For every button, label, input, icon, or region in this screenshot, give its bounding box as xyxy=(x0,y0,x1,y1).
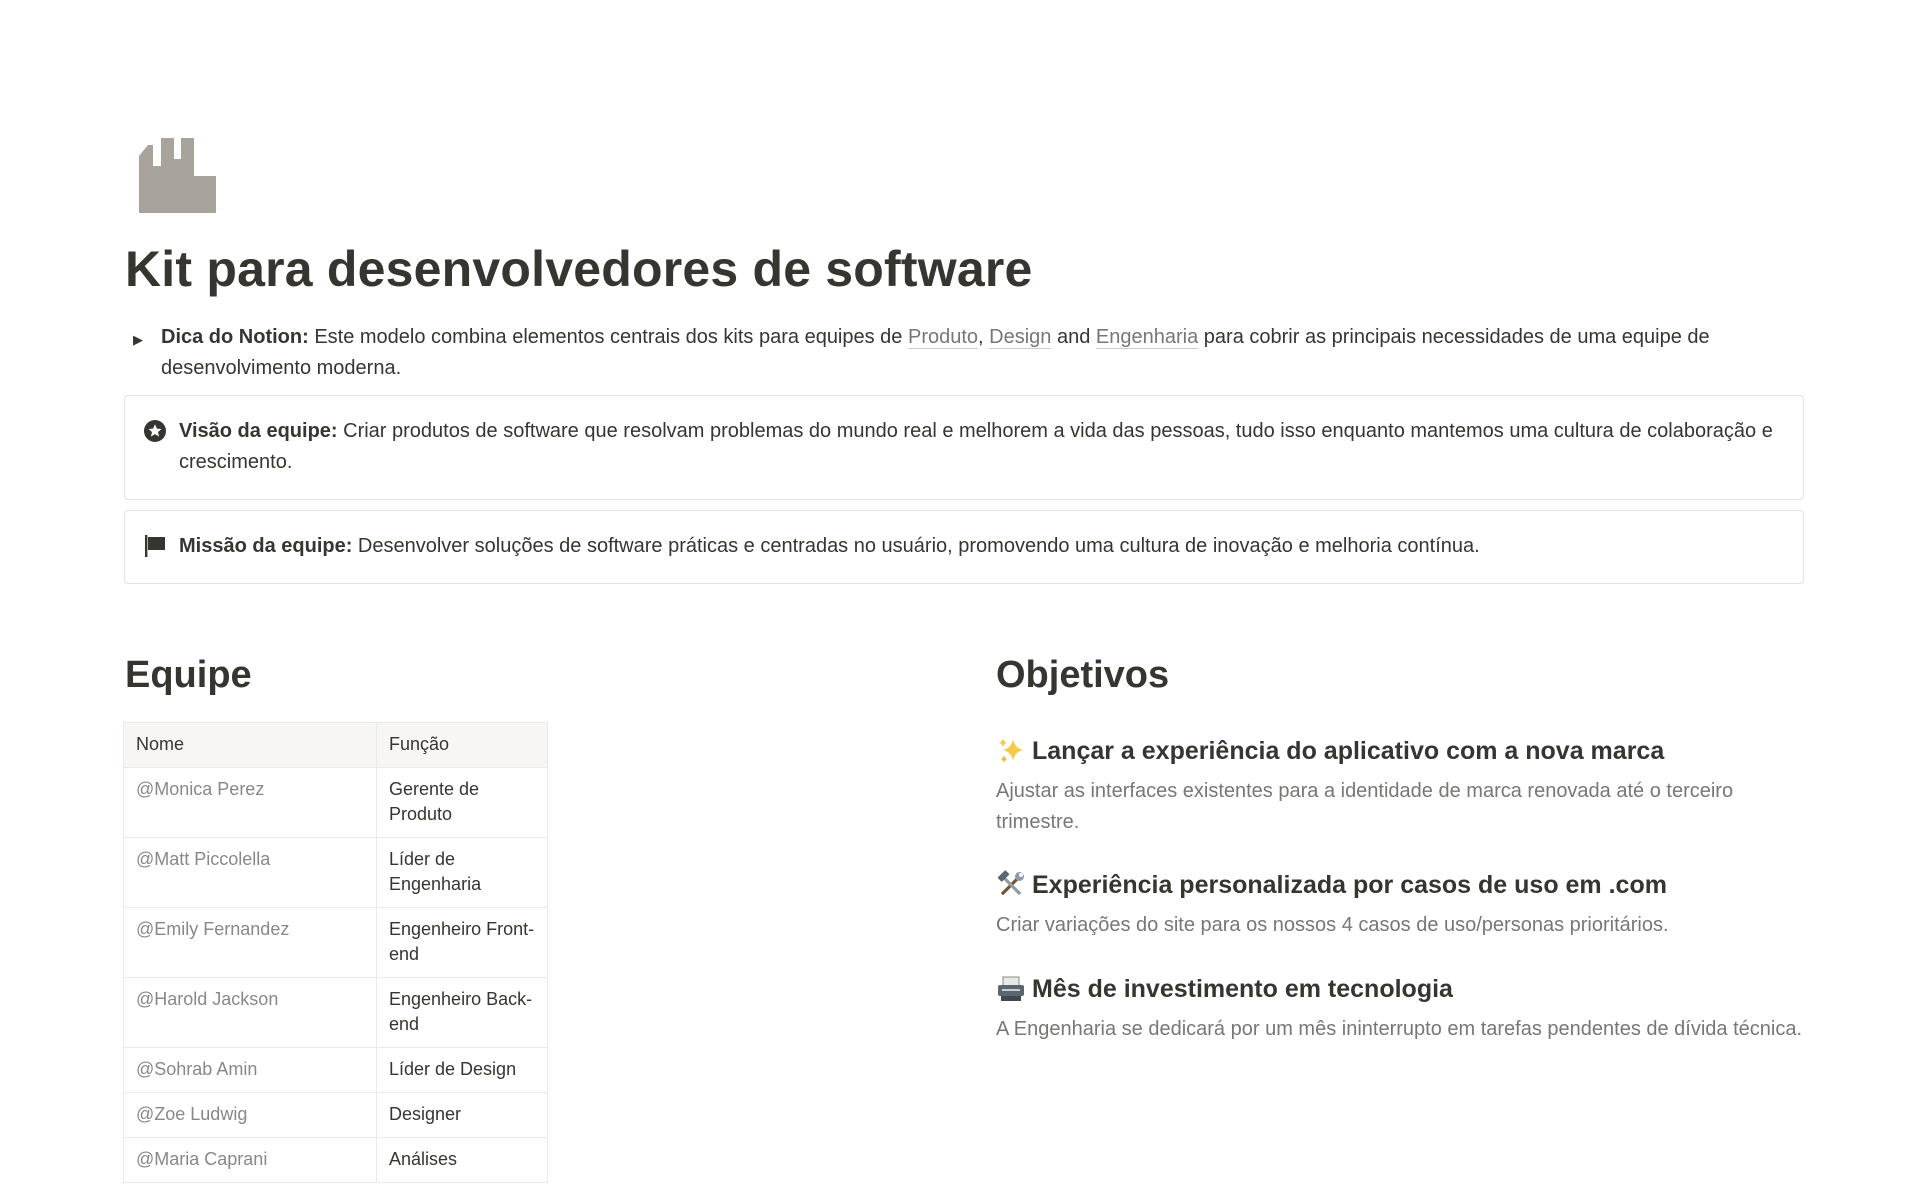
link-design[interactable]: Design xyxy=(989,326,1052,348)
role-cell[interactable]: Líder de Design xyxy=(377,1048,548,1093)
table-row xyxy=(124,768,548,838)
goals-heading[interactable]: Objetivos xyxy=(996,654,1170,696)
building-icon[interactable] xyxy=(139,136,216,213)
table-row xyxy=(124,908,548,978)
team-heading[interactable]: Equipe xyxy=(125,654,252,696)
person-mention[interactable]: @Monica Perez xyxy=(124,768,377,838)
table-header-row xyxy=(124,723,548,768)
person-mention[interactable]: @Matt Piccolella xyxy=(124,838,377,908)
tip-text-after: para cobrir as principais necessidades de uma equipe de desenvolvimento moderna. xyxy=(161,326,1710,379)
role-cell[interactable]: Engenheiro Front-end xyxy=(377,908,548,978)
goal-description: A Engenharia se dedicará por um mês ininterrupto em tarefas pendentes de dívida técnica. xyxy=(996,1018,1803,1040)
page-title[interactable]: Kit para desenvolvedores de software xyxy=(125,241,1033,297)
vision-text xyxy=(179,416,1783,479)
table-row xyxy=(124,978,548,1048)
team-table xyxy=(123,722,548,1183)
column-header-role[interactable]: Função xyxy=(377,723,548,768)
sparkles-icon xyxy=(996,736,1026,766)
goal-item xyxy=(996,974,1816,1045)
star-circle-icon xyxy=(143,419,167,443)
goal-description: Criar variações do site para os nossos 4 casos de uso/personas prioritários. xyxy=(996,914,1669,936)
printer-icon xyxy=(996,974,1026,1004)
vision-label: Visão da equipe: xyxy=(179,420,338,442)
link-produto[interactable]: Produto xyxy=(907,326,979,348)
notion-tip-toggle xyxy=(125,322,1815,384)
person-mention[interactable]: @Zoe Ludwig xyxy=(124,1093,377,1138)
goal-item xyxy=(996,736,1816,838)
mission-label: Missão da equipe: xyxy=(179,535,353,557)
tip-label: Dica do Notion: xyxy=(161,326,309,348)
link-engenharia[interactable]: Engenharia xyxy=(1095,326,1199,348)
tip-sep1: , xyxy=(978,326,990,348)
goal-title[interactable]: Lançar a experiência do aplicativo com a nova marca xyxy=(1032,736,1665,765)
vision-callout xyxy=(124,395,1804,500)
hammer-wrench-icon xyxy=(996,870,1026,900)
table-row xyxy=(124,1093,548,1138)
goal-title[interactable]: Experiência personalizada por casos de uso em .com xyxy=(1032,870,1667,899)
role-cell[interactable]: Gerente de Produto xyxy=(377,768,548,838)
table-row xyxy=(124,1048,548,1093)
tip-sep2: and xyxy=(1051,326,1096,348)
goal-title[interactable]: Mês de investimento em tecnologia xyxy=(1032,974,1453,1003)
table-row xyxy=(124,1138,548,1183)
mission-text xyxy=(179,531,1480,563)
toggle-arrow-icon[interactable]: ▶ xyxy=(133,332,143,347)
person-mention[interactable]: @Sohrab Amin xyxy=(124,1048,377,1093)
role-cell[interactable]: Líder de Engenharia xyxy=(377,838,548,908)
mission-callout xyxy=(124,510,1804,584)
vision-body: Criar produtos de software que resolvam problemas do mundo real e melhorem a vida das pessoas, tudo isso enquanto mantemos uma cultura de colaboração e crescimento. xyxy=(179,420,1773,473)
person-mention[interactable]: @Maria Caprani xyxy=(124,1138,377,1183)
flag-icon xyxy=(143,534,167,558)
goal-description: Ajustar as interfaces existentes para a identidade de marca renovada até o terceiro trimestre. xyxy=(996,780,1734,833)
person-mention[interactable]: @Harold Jackson xyxy=(124,978,377,1048)
tip-text xyxy=(161,322,1815,384)
goal-item xyxy=(996,870,1816,941)
role-cell[interactable]: Engenheiro Back-end xyxy=(377,978,548,1048)
mission-body: Desenvolver soluções de software práticas e centradas no usuário, promovendo uma cultura de inovação e melhoria contínua. xyxy=(352,535,1480,557)
person-mention[interactable]: @Emily Fernandez xyxy=(124,908,377,978)
role-cell[interactable]: Designer xyxy=(377,1093,548,1138)
column-header-name[interactable]: Nome xyxy=(124,723,377,768)
tip-text-before: Este modelo combina elementos centrais dos kits para equipes de xyxy=(308,326,908,348)
table-row xyxy=(124,838,548,908)
role-cell[interactable]: Análises xyxy=(377,1138,548,1183)
